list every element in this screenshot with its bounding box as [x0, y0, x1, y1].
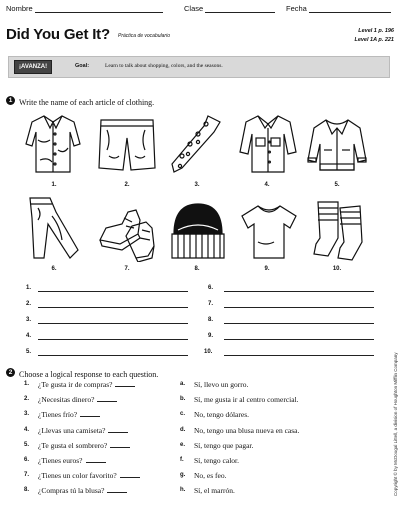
section-2-number: 2	[6, 368, 15, 377]
answer-blank[interactable]	[108, 432, 128, 433]
question-text: ¿Tienes frío?	[38, 410, 100, 419]
response-text: Sí, el marrón.	[194, 486, 235, 496]
matching-row	[24, 486, 384, 498]
date-field[interactable]	[286, 4, 391, 13]
section-1-number: 1	[6, 96, 15, 105]
question-text: ¿Tienes euros?	[38, 456, 106, 465]
response-letter: f.	[180, 457, 184, 463]
answer-blank[interactable]	[115, 386, 135, 387]
picture-label-6: 6.	[51, 266, 57, 272]
shorts-icon	[97, 116, 157, 176]
response-text: No, tengo una blusa nueva en casa.	[194, 425, 300, 435]
matching-row	[24, 395, 384, 407]
tie-icon	[168, 112, 226, 178]
question-number: 5.	[24, 441, 30, 448]
picture-label-7: 7.	[124, 266, 130, 272]
sneakers-icon	[96, 200, 160, 262]
response-letter: a.	[180, 381, 186, 387]
picture-label-1: 1.	[51, 182, 57, 188]
goal-box	[8, 56, 390, 78]
answer-line-3[interactable]: 3.	[26, 317, 31, 323]
name-label: Nombre	[6, 4, 33, 13]
section-1-instruction: Write the name of each article of clothing.	[19, 98, 155, 107]
response-letter: e.	[180, 441, 186, 448]
matching-row	[24, 380, 384, 392]
t-shirt-icon	[240, 202, 298, 262]
question-text: ¿Necesitas dinero?	[38, 395, 117, 404]
question-number: 6.	[24, 457, 30, 463]
copyright-notice: Copyright © by McDougal Littell, a division of Houghton Mifflin Company	[393, 352, 398, 496]
matching-row	[24, 471, 384, 483]
picture-label-2: 2.	[124, 182, 130, 188]
answer-line-8[interactable]: 8.	[208, 317, 213, 323]
class-label: Clase	[184, 4, 204, 13]
answer-line-1[interactable]: 1.	[26, 285, 31, 291]
jacket-icon	[306, 114, 368, 178]
question-text: ¿Llevas una camiseta?	[38, 426, 128, 435]
answer-line-2[interactable]: 2.	[26, 301, 31, 307]
question-number: 4.	[24, 426, 30, 433]
knit-hat-icon	[168, 200, 228, 264]
date-label: Fecha	[286, 4, 307, 13]
page-subtitle: Práctica de vocabulario	[118, 33, 170, 39]
answer-line-7[interactable]: 7.	[208, 301, 213, 307]
matching-row	[24, 456, 384, 468]
question-number: 3.	[24, 411, 30, 418]
pants-icon	[24, 194, 84, 264]
response-text: No, tengo dólares.	[194, 410, 249, 420]
answer-blank[interactable]	[110, 447, 130, 448]
socks-icon	[308, 198, 368, 264]
response-text: Sí, llevo un gorro.	[194, 380, 249, 389]
response-letter: d.	[180, 426, 186, 433]
level-reference-2: Level 1A p. 221	[354, 37, 394, 43]
dress-shirt-icon	[24, 110, 82, 178]
picture-label-3: 3.	[194, 182, 200, 188]
student-info-header	[6, 4, 398, 16]
answer-line-4[interactable]: 4.	[26, 333, 31, 339]
name-field[interactable]	[6, 4, 163, 13]
level-reference-1: Level 1 p. 196	[358, 28, 394, 34]
page-title: Did You Get It?	[6, 26, 110, 43]
answer-line-6[interactable]: 6.	[208, 285, 213, 291]
goal-text: Learn to talk about shopping, colors, and the seasons.	[105, 63, 223, 69]
class-field[interactable]	[184, 4, 275, 13]
question-number: 8.	[24, 487, 30, 494]
picture-label-4: 4.	[264, 182, 270, 188]
question-text: ¿Tienes un color favorito?	[38, 471, 140, 480]
question-text: ¿Te gusta el sombrero?	[38, 441, 130, 450]
name-line	[35, 4, 163, 13]
matching-row	[24, 441, 384, 453]
response-text: Sí, tengo calor.	[194, 456, 239, 465]
response-letter: c.	[180, 411, 186, 418]
date-line	[309, 4, 391, 13]
section-1-heading	[6, 92, 154, 110]
matching-row	[24, 426, 384, 438]
response-text: No, es feo.	[194, 471, 227, 481]
response-letter: g.	[180, 472, 186, 479]
response-text: Sí, me gusta ir al centro comercial.	[194, 395, 299, 405]
answer-blank[interactable]	[86, 462, 106, 463]
question-number: 7.	[24, 472, 30, 479]
answer-blank[interactable]	[107, 492, 127, 493]
matching-row	[24, 410, 384, 422]
question-text: ¿Te gusta ir de compras?	[38, 380, 135, 389]
response-letter: h.	[180, 487, 186, 494]
question-number: 2.	[24, 396, 30, 403]
answer-line-9[interactable]: 9.	[208, 333, 213, 339]
response-letter: b.	[180, 396, 186, 403]
answer-line-10[interactable]: 10.	[204, 349, 212, 355]
section-2-instruction: Choose a logical response to each question.	[19, 370, 159, 379]
answer-blank[interactable]	[80, 416, 100, 417]
class-line	[205, 4, 275, 13]
answer-blank[interactable]	[97, 401, 117, 402]
picture-label-10: 10.	[332, 266, 342, 272]
answer-blank[interactable]	[120, 477, 140, 478]
picture-label-5: 5.	[334, 182, 340, 188]
question-text: ¿Compras tú la blusa?	[38, 486, 127, 495]
picture-label-9: 9.	[264, 266, 270, 272]
blouse-icon	[238, 112, 298, 178]
goal-label: Goal:	[75, 63, 90, 69]
question-number: 1.	[24, 381, 30, 387]
avanza-badge: ¡AVANZA!	[14, 60, 52, 74]
picture-label-8: 8.	[194, 266, 200, 272]
answer-line-5[interactable]: 5.	[26, 349, 31, 355]
response-text: Sí, tengo que pagar.	[194, 440, 254, 450]
